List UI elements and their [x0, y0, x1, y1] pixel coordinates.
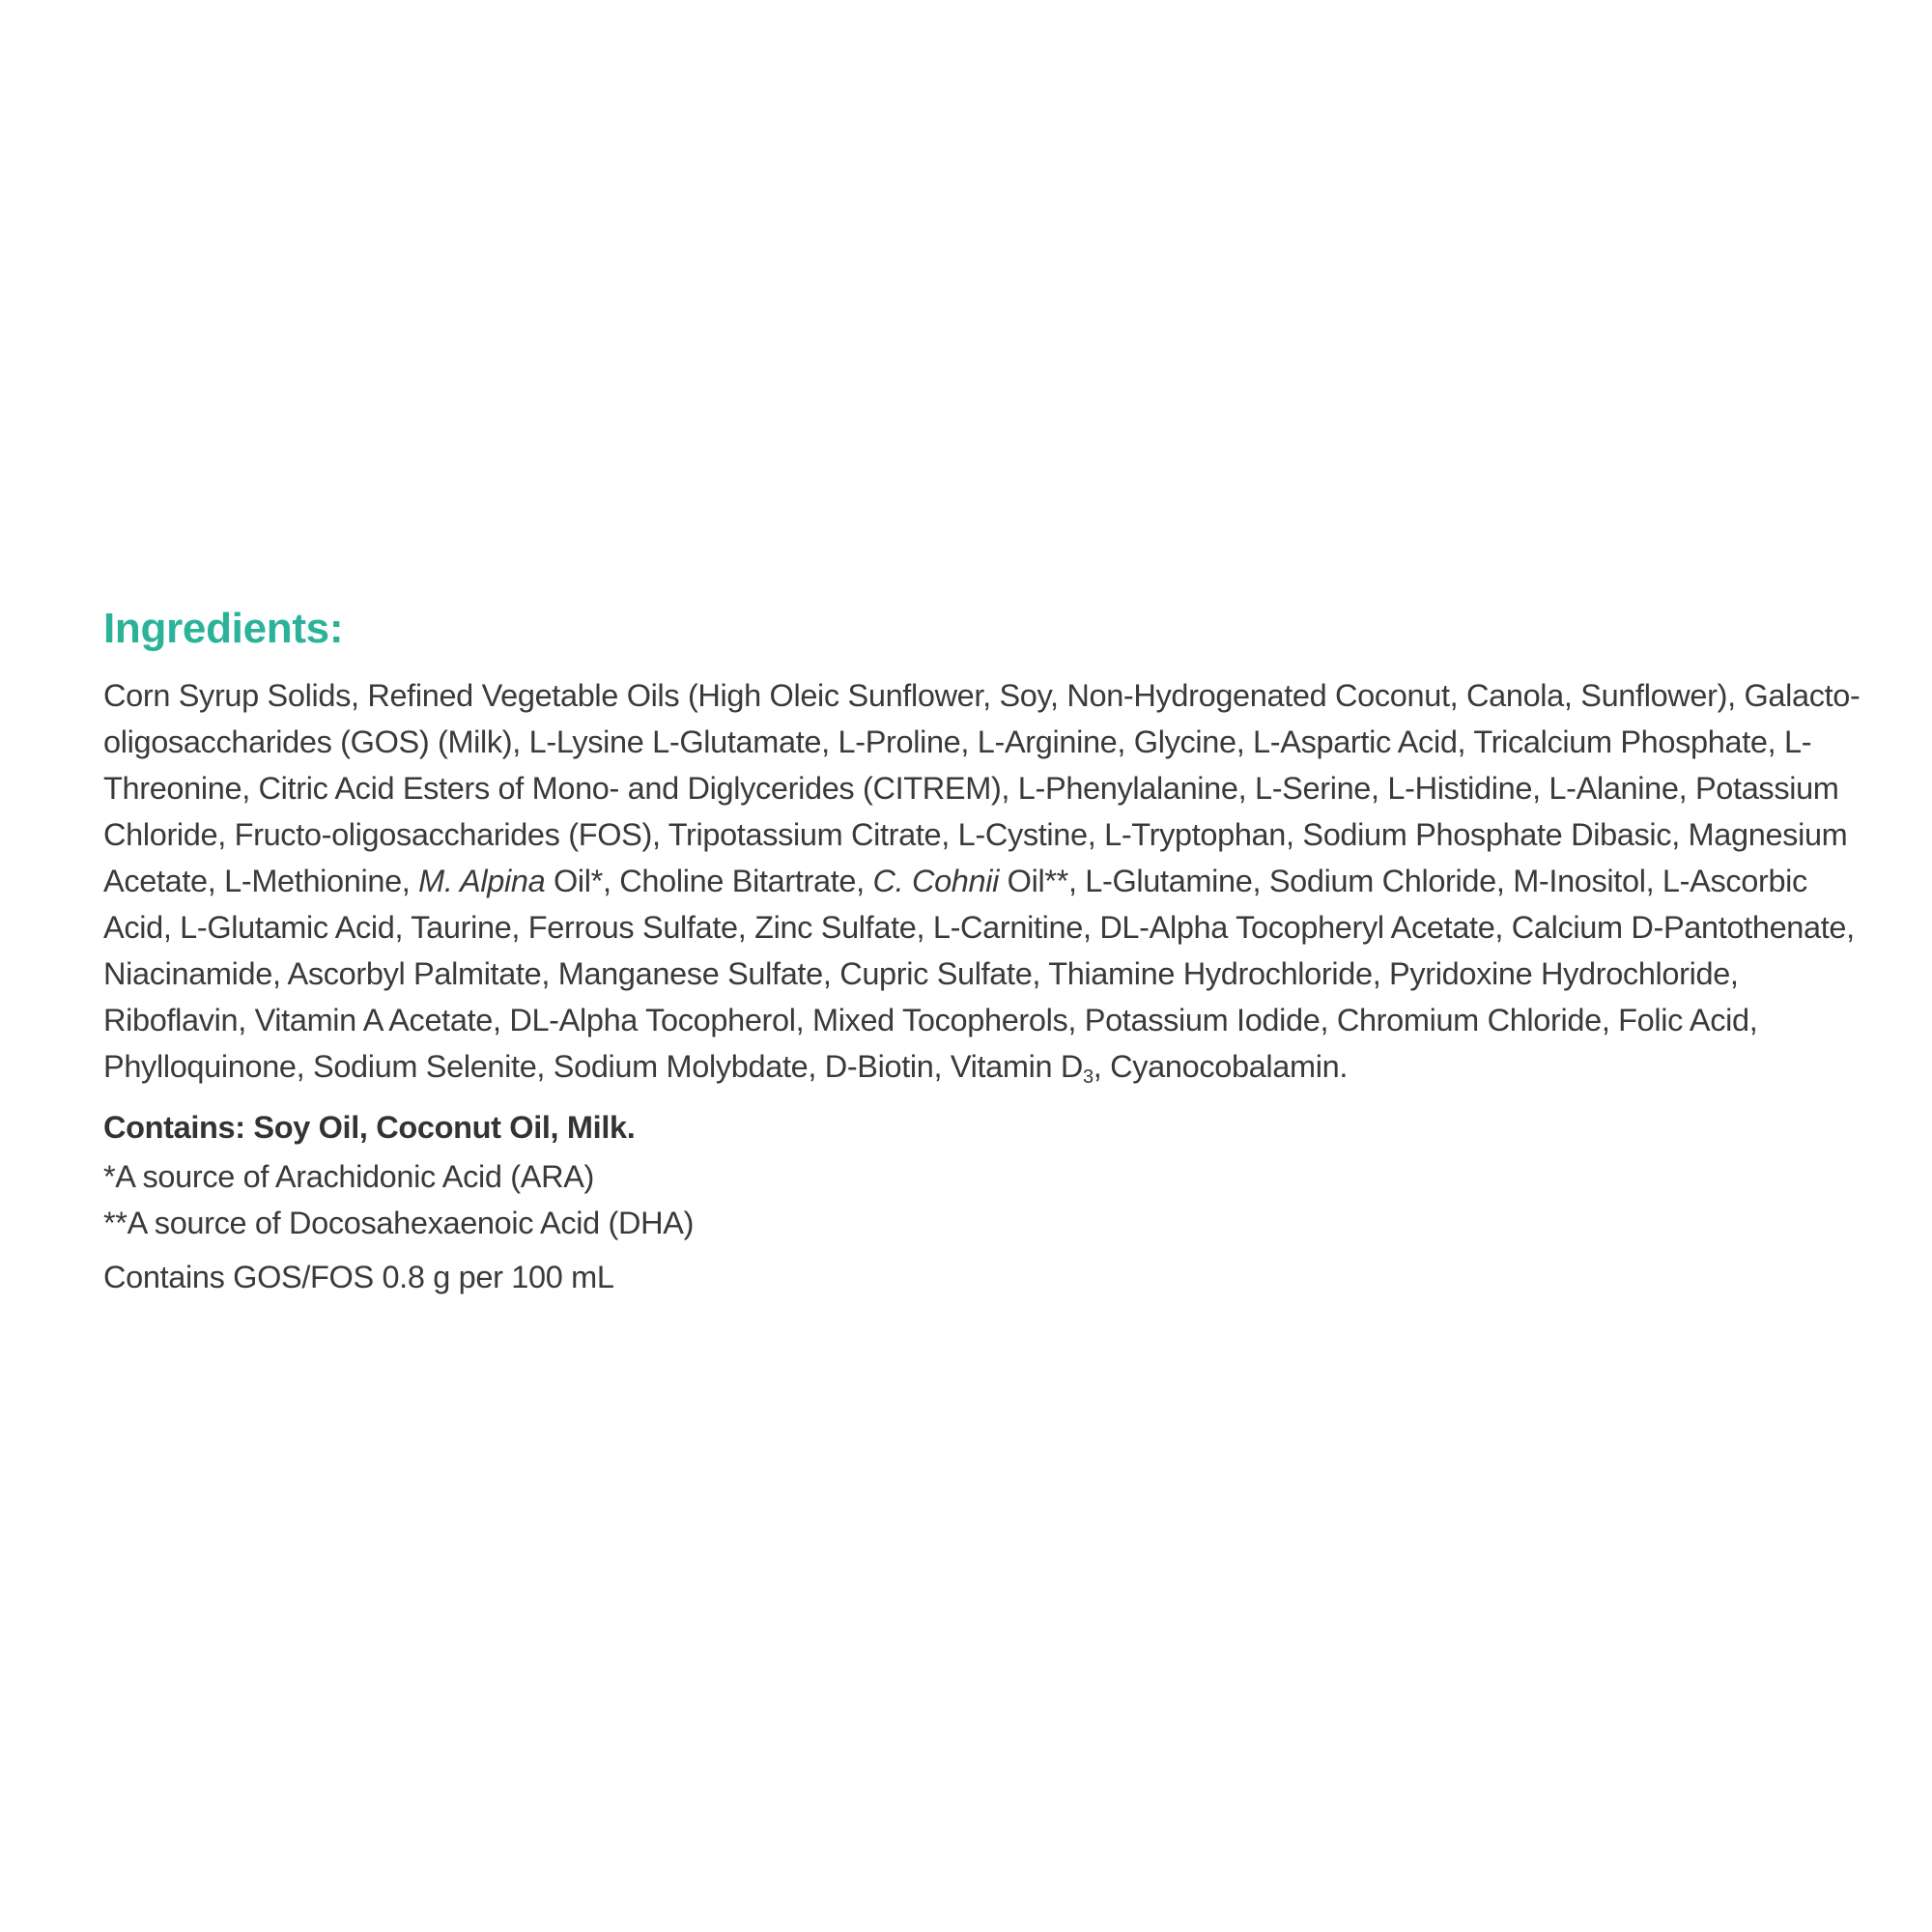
ingredients-panel: [103, 599, 1871, 1300]
vitamin-d-subscript: 3: [1083, 1066, 1094, 1088]
ingredients-list: [103, 672, 1871, 1090]
ingredients-italic-m-alpina: M. Alpina: [418, 864, 546, 898]
footnote-dha: **A source of Docosahexaenoic Acid (DHA): [103, 1206, 695, 1240]
ingredients-italic-c-cohnii: C. Cohnii: [872, 864, 999, 898]
ingredients-text-part-2: Oil*, Choline Bitartrate,: [545, 864, 873, 898]
gos-fos-statement: Contains GOS/FOS 0.8 g per 100 mL: [103, 1260, 614, 1294]
allergen-statement: Contains: Soy Oil, Coconut Oil, Milk.: [103, 1110, 636, 1145]
ingredients-text-part-4: , Cyanocobalamin.: [1093, 1049, 1349, 1084]
ingredients-text-part-1: Corn Syrup Solids, Refined Vegetable Oils (High Oleic Sunflower, Soy, Non-Hydrogenated Coconut, Canola, Sunflower), Galacto-oligosaccharides (GOS) (Milk), L-Lysine L-Glutamate, L-Proline, L-Arginine, Glycine, L-Aspartic Acid, Tricalcium Phosphate, L-Threonine, Citric Acid Esters of Mono- and Diglycerides (CITREM), L-Phenylalanine, L-Serine, L-Histidine, L-Alanine, Potassium Chloride, Fructo-oligosaccharides (FOS), Tripotassium Citrate, L-Cystine, L-Tryptophan, Sodium Phosphate Dibasic, Magnesium Acetate, L-Methionine,: [103, 678, 1861, 898]
ingredients-heading: Ingredients:: [103, 605, 344, 652]
ingredients-text-part-3: Oil**, L-Glutamine, Sodium Chloride, M-Inositol, L-Ascorbic Acid, L-Glutamic Acid, Taurine, Ferrous Sulfate, Zinc Sulfate, L-Carnitine, DL-Alpha Tocopheryl Acetate, Calcium D-Pantothenate, Niacinamide, Ascorbyl Palmitate, Manganese Sulfate, Cupric Sulfate, Thiamine Hydrochloride, Pyridoxine Hydrochloride, Riboflavin, Vitamin A Acetate, DL-Alpha Tocopherol, Mixed Tocopherols, Potassium Iodide, Chromium Chloride, Folic Acid, Phylloquinone, Sodium Selenite, Sodium Molybdate, D-Biotin, Vitamin D: [103, 864, 1855, 1084]
footnote-ara: *A source of Arachidonic Acid (ARA): [103, 1159, 595, 1194]
